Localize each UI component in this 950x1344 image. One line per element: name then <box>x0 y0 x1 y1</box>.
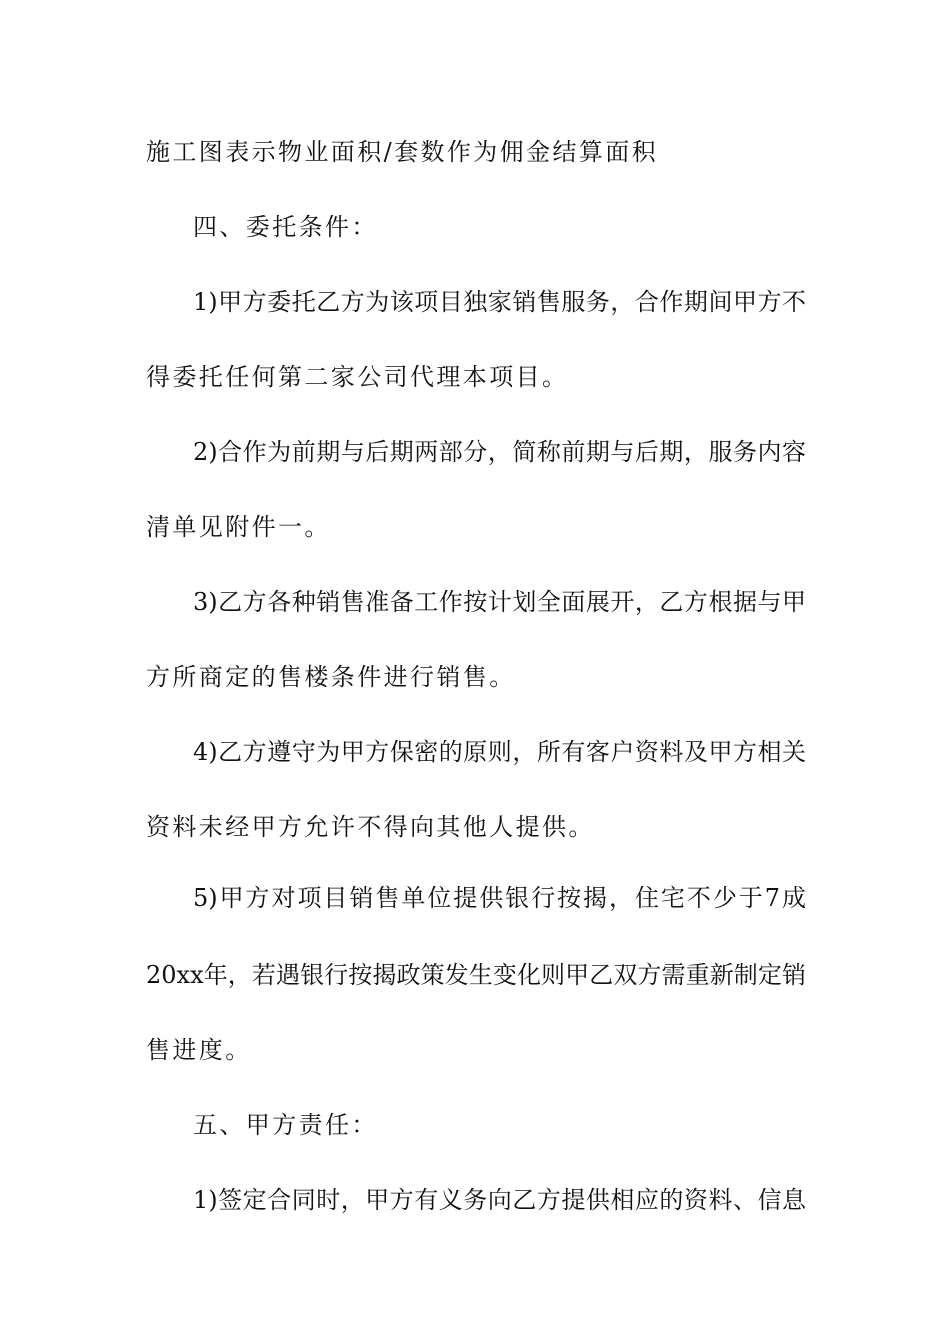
clause-line: 得委托任何第二家公司代理本项目。 <box>146 363 569 391</box>
clause-line: 资料未经甲方允许不得向其他人提供。 <box>146 813 595 841</box>
section-heading: 四、委托条件： <box>193 213 378 241</box>
body-text-line: 施工图表示物业面积/套数作为佣金结算面积 <box>146 138 659 166</box>
clause-line: 5)甲方对项目销售单位提供银行按揭，住宅不少于7成 <box>193 884 806 912</box>
clause-line: 1)签定合同时，甲方有义务向乙方提供相应的资料、信息 <box>193 1186 806 1214</box>
clause-line: 4)乙方遵守为甲方保密的原则，所有客户资料及甲方相关 <box>193 738 806 766</box>
clause-line: 1)甲方委托乙方为该项目独家销售服务，合作期间甲方不 <box>193 288 806 316</box>
clause-line: 2)合作为前期与后期两部分，简称前期与后期，服务内容 <box>193 438 806 466</box>
clause-line: 方所商定的售楼条件进行销售。 <box>146 663 516 691</box>
clause-line: 清单见附件一。 <box>146 513 331 541</box>
clause-line: 20xx年，若遇银行按揭政策发生变化则甲乙双方需重新制定销 <box>146 961 806 989</box>
clause-line: 3)乙方各种销售准备工作按计划全面展开，乙方根据与甲 <box>193 588 806 616</box>
section-heading: 五、甲方责任： <box>193 1111 378 1139</box>
clause-line: 售进度。 <box>146 1036 252 1064</box>
